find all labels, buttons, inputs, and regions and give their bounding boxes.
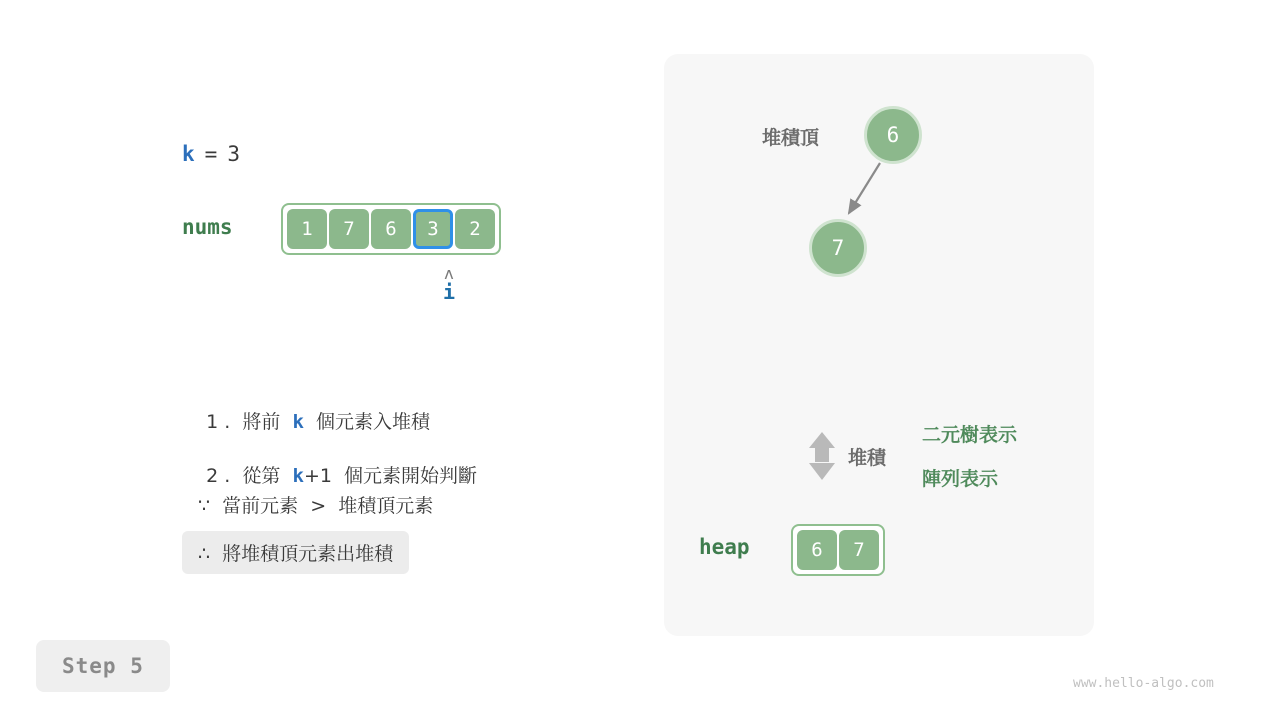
step-2-prefix: 2 . 從第: [206, 465, 293, 487]
variable-k-name: k: [182, 142, 195, 166]
toggle-arrows-icon[interactable]: [802, 430, 842, 482]
nums-cell-1: 7: [329, 209, 369, 249]
toggle-option-tree[interactable]: 二元樹表示: [922, 424, 1018, 446]
heap-array: [791, 524, 885, 576]
variable-k-row: [182, 142, 240, 166]
nums-array: [281, 203, 501, 255]
step-1-prefix: 1 . 將前: [206, 411, 293, 433]
nums-cell-0: 1: [287, 209, 327, 249]
tree-node-7: 7: [809, 219, 867, 277]
toggle-option-array[interactable]: 陣列表示: [922, 468, 999, 490]
nums-cell-4: 2: [455, 209, 495, 249]
step-1-var: k: [292, 411, 304, 433]
nums-label-row: [182, 215, 233, 239]
heap-label-row: [699, 535, 750, 559]
index-pointer: [428, 264, 470, 304]
condition-line: ∵ 當前元素 > 堆積頂元素: [198, 495, 434, 517]
nums-cell-3: 3: [413, 209, 453, 249]
toggle-label: 堆積: [848, 447, 887, 469]
heap-label: heap: [699, 535, 750, 559]
nums-cell-2: 6: [371, 209, 411, 249]
heap-cell-1: 7: [839, 530, 879, 570]
step-2-suffix: +1 個元素開始判斷: [303, 465, 478, 487]
nums-label: nums: [182, 215, 233, 239]
heap-cell-0: 6: [797, 530, 837, 570]
watermark: www.hello-algo.com: [1073, 676, 1214, 691]
step-badge: Step 5: [36, 640, 170, 692]
heap-top-label: 堆積頂: [762, 127, 820, 149]
pointer-caret-icon: ʌ: [444, 264, 454, 283]
equals-sign: =: [204, 142, 218, 166]
step-2-var: k: [292, 465, 304, 487]
pointer-label-i: i: [442, 280, 456, 304]
tree-node-6: 6: [864, 106, 922, 164]
step-1-suffix: 個元素入堆積: [303, 411, 431, 433]
highlight-conclusion-line: ∴ 將堆積頂元素出堆積: [182, 531, 409, 574]
variable-k-value: 3: [227, 142, 240, 166]
